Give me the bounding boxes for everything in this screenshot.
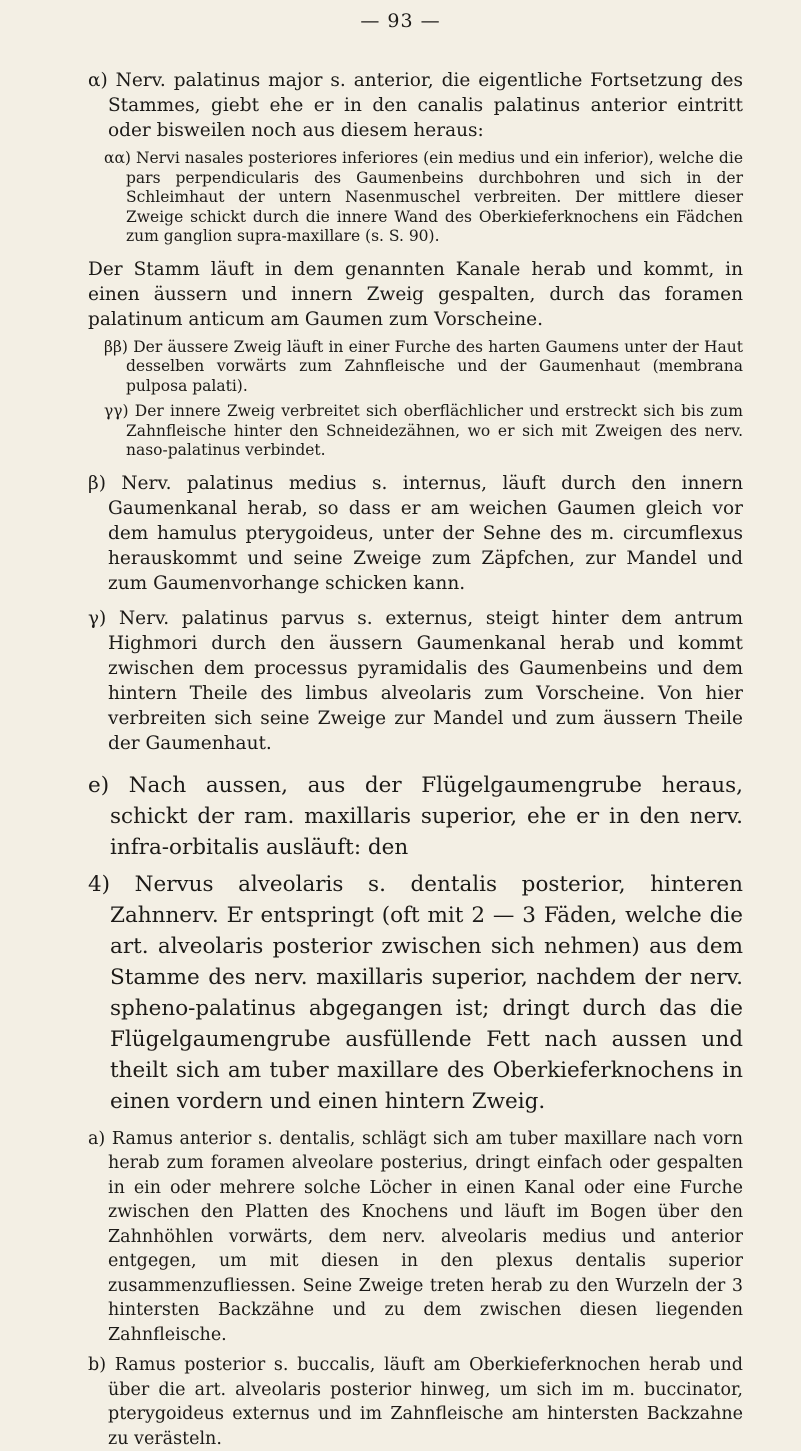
paragraph-gamma: γ) Nerv. palatinus parvus s. externus, steigt hinter dem antrum Highmori durch den äussern Gaumenkanal herab und kommt zwischen dem processus pyramidalis des Gaumenbeins und dem hintern Theile des limbus alveolaris zum Vorscheine. Von hier verbreiten sich seine Zweige zur Mandel und zum äussern Theile der Gaumenhaut.	[88, 607, 743, 754]
paragraph-gg: γγ) Der innere Zweig verbreitet sich oberflächlicher und erstreckt sich bis zum Zahnfleische hinter den Schneidezähnen, wo er sich mit Zweigen des nerv. naso-palatinus verbindet.	[104, 402, 743, 459]
paragraph-aa: αα) Nervi nasales posteriores inferiores (ein medius und ein inferior), welche die pars perpendicularis des Gaumenbeins durchbohren und sich in der Schleimhaut der untern Nasenmuschel verbreiten. Der mittlere dieser Zweige schickt durch die innere Wand des Oberkieferknochens ein Fädchen zum ganglion supra-maxillare (s. S. 90).	[104, 149, 743, 245]
page-number: — 93 —	[360, 10, 441, 32]
page-body	[88, 68, 743, 1451]
paragraph-stamm: Der Stamm läuft in dem genannten Kanale herab und kommt, in einen äussern und innern Zweig gespalten, durch das foramen palatinum anticum am Gaumen zum Vorscheine.	[88, 258, 743, 330]
paragraph-alpha: α) Nerv. palatinus major s. anterior, die eigentliche Fortsetzung des Stammes, giebt ehe er in den canalis palatinus anterior eintritt oder bisweilen noch aus diesem heraus:	[88, 70, 743, 141]
paragraph-ramus-anterior: a) Ramus anterior s. dentalis, schlägt sich am tuber maxillare nach vorn herab zum foramen alveolare posterius, dringt einfach oder gespalten in ein oder mehrere solche Löcher in einen Kanal oder eine Furche zwischen den Platten des Knochens und läuft im Bogen über den Zahnhöhlen vorwärts, dem nerv. alveolaris medius und anterior entgegen, um mit diesen in den plexus dentalis superior zusammenzufliessen. Seine Zweige treten herab zu den Wurzeln der 3 hintersten Backzähne und zu dem zwischen diesen liegenden Zahnfleische.	[88, 1128, 743, 1345]
paragraph-ramus-posterior: b) Ramus posterior s. buccalis, läuft am Oberkieferknochen herab und über die art. alveolaris posterior hinweg, um sich im m. buccinator, pterygoideus externus und im Zahnfleische am hintersten Backzahne zu verästeln.	[88, 1355, 743, 1449]
paragraph-nervus-alveolaris: 4) Nervus alveolaris s. dentalis posterior, hintere​n Zahnnerv. Er entspringt (oft mit 2 — 3 Fäden, welche die art. alveolaris posterior zwischen sich nehmen) aus dem Stamme des nerv. maxillaris superior, nachdem der nerv. spheno-palatinus abgegangen ist; dringt durch das die Flügelgaumengrube ausfüllende Fett nach aussen und theilt sich am tuber maxillare des Oberkieferknochens in einen vordern und einen hintern Zweig.	[88, 871, 743, 1114]
paragraph-beta: β) Nerv. palatinus medius s. internus, läuft durch den innern Gaumenkanal herab, so dass er am weichen Gaumen gleich vor dem hamulus pterygoideus, unter der Sehne des m. circumflexus herauskommt und seine Zweige zum Zäpfchen, zur Mandel und zum Gaumenvorhange schicken kann.	[88, 472, 743, 594]
paragraph-bb: ββ) Der äussere Zweig läuft in einer Furche des harten Gaumens unter der Haut desselben vorwärts zum Zahnfleische und der Gaumenhaut (membrana pulposa palati).	[104, 337, 743, 395]
paragraph-e: e) Nach aussen, aus der Flügelgaumengrube heraus, schickt der ram. maxillaris superior, ehe er in den nerv. infra-orbitalis ausläuft: den	[88, 772, 743, 860]
